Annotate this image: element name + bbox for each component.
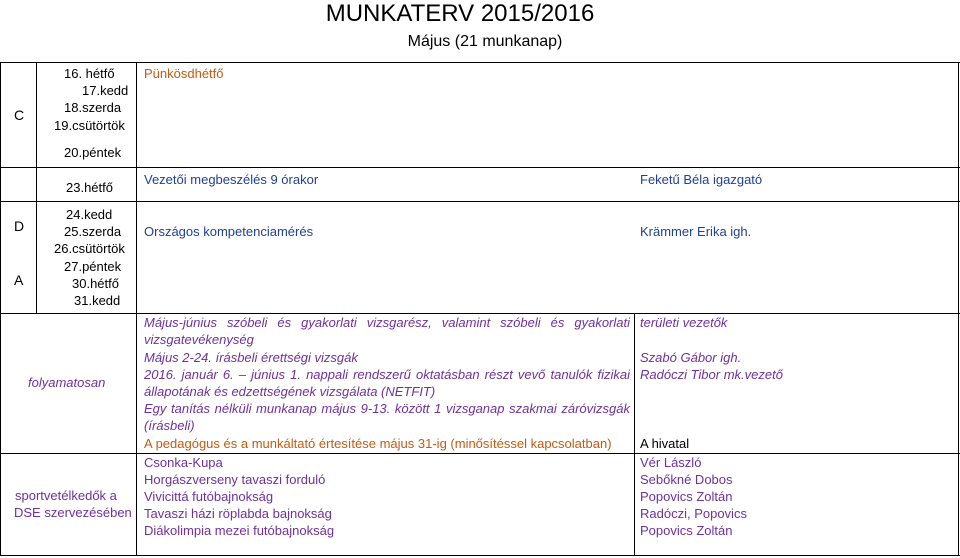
row-divider (0, 201, 960, 202)
sport-event: Csonka-Kupa (144, 455, 223, 470)
col-border-right (958, 62, 959, 556)
col-border (634, 313, 635, 556)
row-divider (0, 167, 960, 168)
day-label: 18.szerda (64, 100, 122, 115)
sport-event: Diákolimpia mezei futóbajnokság (144, 523, 335, 538)
task-person: Szabó Gábor igh. (640, 350, 742, 365)
day-label: 23.hétfő (66, 180, 113, 195)
week-letter: D (14, 218, 25, 234)
sport-event: Vivicittá futóbajnokság (144, 489, 274, 504)
day-label: 27.péntek (64, 259, 122, 274)
task-text: Egy tanítás nélküli munkanap május 9-13. között 1 vizsganap szakmai záróvizsgák (írásbeli) (144, 401, 630, 433)
day-label: 30.hétfő (72, 276, 119, 291)
day-label: 25.szerda (64, 224, 122, 239)
col-border (36, 62, 37, 313)
section-label-sports: sportvetélkedők a (15, 488, 117, 503)
event-person: Feketű Béla igazgató (640, 172, 763, 187)
sport-person: Popovics Zoltán (640, 523, 733, 538)
day-label: 24.kedd (66, 207, 113, 222)
task-text: 2016. január 6. – június 1. nappali rendszerű oktatásban részt vevő tanulók fizikai állapotának és edzettségének vizsgálata (NETFIT) (144, 367, 630, 399)
day-label: 26.csütörtök (54, 241, 125, 256)
task-person: területi vezetők (640, 315, 728, 330)
event-text: Vezetői megbeszélés 9 órakor (144, 172, 319, 187)
sport-event: Horgászverseny tavaszi forduló (144, 472, 326, 487)
week-letter: C (14, 107, 25, 123)
section-label-continuous: folyamatosan (28, 375, 106, 390)
task-text: A pedagógus és a munkáltató értesítése május 31-ig (minősítéssel kapcsolatban) (144, 436, 612, 451)
day-label: 31.kedd (74, 293, 121, 308)
sport-person: Radóczi, Popovics (640, 506, 747, 521)
col-border-left (0, 62, 1, 556)
event-text: Országos kompetenciamérés (144, 224, 314, 239)
sport-person: Sebőkné Dobos (640, 472, 733, 487)
week-letter: A (14, 272, 24, 288)
holiday-label: Pünkösdhétfő (144, 66, 224, 81)
task-text: Május-június szóbeli és gyakorlati vizsgarész, valamint szóbeli és gyakorlati vizsgatevékenység (144, 315, 630, 347)
page-title: MUNKATERV 2015/2016 (325, 0, 595, 27)
sport-event: Tavaszi házi röplabda bajnokság (144, 506, 332, 521)
section-label-sports: DSE szervezésében (14, 505, 132, 520)
day-label: 20.péntek (64, 145, 122, 160)
sport-person: Popovics Zoltán (640, 489, 733, 504)
page-subtitle: Május (21 munkanap) (407, 33, 563, 50)
day-label: 16. hétfő (64, 66, 115, 81)
table-bottom-border (0, 555, 960, 556)
table-top-border (0, 62, 960, 63)
task-person: A hivatal (640, 436, 690, 451)
event-person: Krämmer Erika igh. (640, 224, 752, 239)
sport-person: Vér László (640, 455, 702, 470)
day-label: 17.kedd (82, 83, 129, 98)
task-person: Radóczi Tibor mk.vezető (640, 367, 783, 382)
day-label: 19.csütörtök (54, 118, 125, 133)
task-text: Május 2-24. írásbeli érettségi vizsgák (144, 350, 358, 365)
col-border (136, 62, 137, 556)
